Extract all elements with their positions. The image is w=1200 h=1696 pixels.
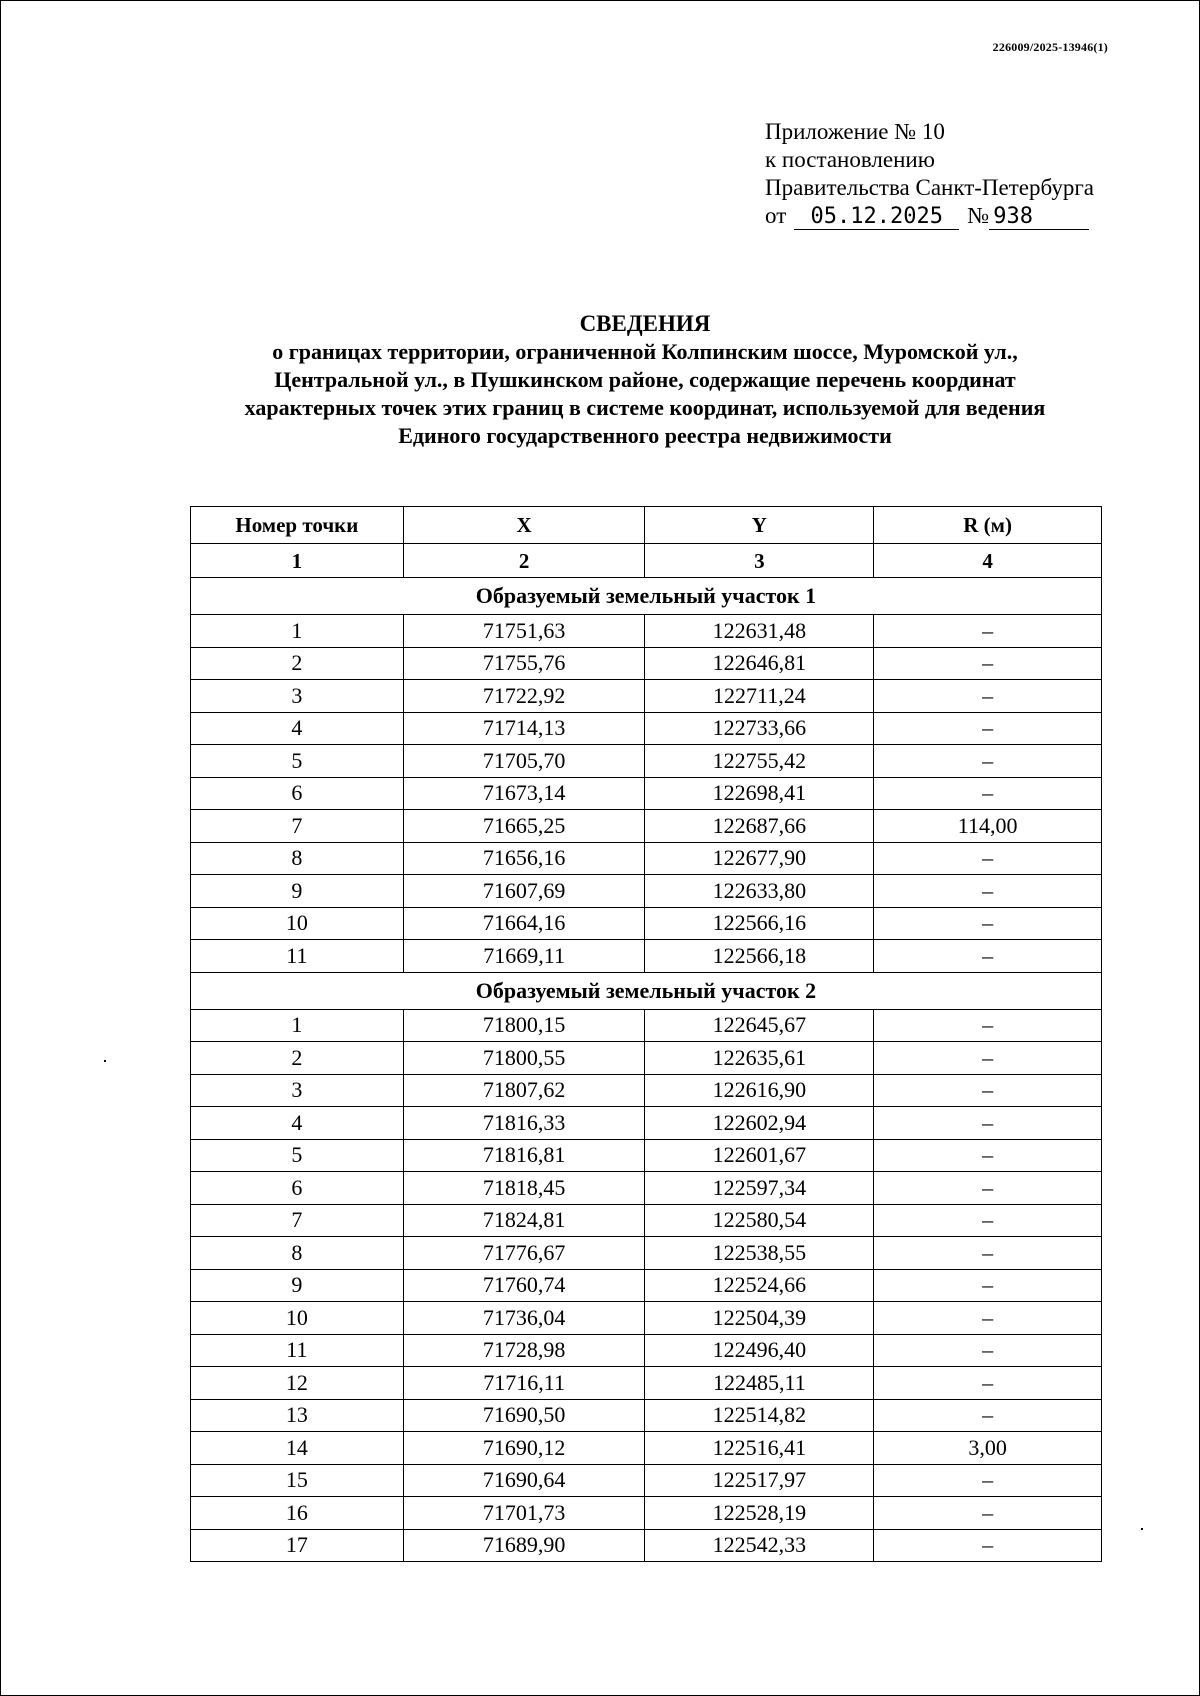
title-line-4: Единого государственного реестра недвижимости: [398, 423, 892, 448]
radius-cell: –: [874, 1139, 1102, 1172]
column-number: 3: [645, 544, 874, 578]
section-title-row: [191, 578, 1102, 615]
x-cell: 71824,81: [403, 1204, 645, 1237]
x-cell: 71705,70: [403, 745, 645, 778]
x-cell: 71751,63: [403, 615, 645, 648]
x-cell: 71816,33: [403, 1107, 645, 1140]
radius-cell: –: [874, 745, 1102, 778]
x-cell: 71673,14: [403, 777, 645, 810]
y-cell: 122514,82: [645, 1399, 874, 1432]
radius-cell: –: [874, 1107, 1102, 1140]
number-prefix: №: [967, 203, 990, 228]
radius-cell: –: [874, 940, 1102, 973]
table-row: [191, 1334, 1102, 1367]
x-cell: 71665,25: [403, 810, 645, 843]
table-row: [191, 1139, 1102, 1172]
document-title: [140, 310, 1150, 450]
appendix-date-line: [765, 202, 1094, 230]
point-number-cell: 13: [191, 1399, 404, 1432]
point-number-cell: 11: [191, 940, 404, 973]
header-x: X: [403, 507, 645, 544]
radius-cell: –: [874, 1269, 1102, 1302]
coordinates-table: [190, 506, 1102, 1562]
x-cell: 71690,64: [403, 1464, 645, 1497]
x-cell: 71760,74: [403, 1269, 645, 1302]
x-cell: 71714,13: [403, 712, 645, 745]
x-cell: 71690,12: [403, 1432, 645, 1465]
table-row: [191, 810, 1102, 843]
radius-cell: –: [874, 777, 1102, 810]
x-cell: 71722,92: [403, 680, 645, 713]
y-cell: 122645,67: [645, 1009, 874, 1042]
point-number-cell: 15: [191, 1464, 404, 1497]
y-cell: 122496,40: [645, 1334, 874, 1367]
y-cell: 122597,34: [645, 1172, 874, 1205]
radius-cell: –: [874, 1529, 1102, 1562]
date-prefix: от: [765, 203, 787, 228]
table-header-row: [191, 507, 1102, 544]
y-cell: 122631,48: [645, 615, 874, 648]
header-radius: R (м): [874, 507, 1102, 544]
table-row: [191, 1204, 1102, 1237]
x-cell: 71716,11: [403, 1367, 645, 1400]
x-cell: 71800,55: [403, 1042, 645, 1075]
title-line-3: характерных точек этих границ в системе координат, используемой для ведения: [244, 395, 1046, 420]
y-cell: 122602,94: [645, 1107, 874, 1140]
radius-cell: –: [874, 1399, 1102, 1432]
scan-speck: [104, 1060, 106, 1062]
y-cell: 122633,80: [645, 875, 874, 908]
y-cell: 122711,24: [645, 680, 874, 713]
column-number: 2: [403, 544, 645, 578]
y-cell: 122542,33: [645, 1529, 874, 1562]
column-number: 1: [191, 544, 404, 578]
point-number-cell: 7: [191, 1204, 404, 1237]
table-row: [191, 712, 1102, 745]
appendix-line-2: к постановлению: [765, 147, 935, 172]
x-cell: 71807,62: [403, 1074, 645, 1107]
table-row: [191, 1009, 1102, 1042]
table-row: [191, 1529, 1102, 1562]
point-number-cell: 3: [191, 1074, 404, 1107]
appendix-line-3: Правительства Санкт-Петербурга: [765, 175, 1094, 200]
point-number-cell: 5: [191, 745, 404, 778]
y-cell: 122504,39: [645, 1302, 874, 1335]
table-row: [191, 1269, 1102, 1302]
y-cell: 122580,54: [645, 1204, 874, 1237]
table-row: [191, 1172, 1102, 1205]
radius-cell: 114,00: [874, 810, 1102, 843]
radius-cell: –: [874, 842, 1102, 875]
y-cell: 122524,66: [645, 1269, 874, 1302]
x-cell: 71776,67: [403, 1237, 645, 1270]
point-number-cell: 11: [191, 1334, 404, 1367]
point-number-cell: 2: [191, 647, 404, 680]
table-row: [191, 647, 1102, 680]
point-number-cell: 3: [191, 680, 404, 713]
column-number-row: [191, 544, 1102, 578]
point-number-cell: 4: [191, 1107, 404, 1140]
point-number-cell: 9: [191, 875, 404, 908]
y-cell: 122616,90: [645, 1074, 874, 1107]
table-row: [191, 1497, 1102, 1530]
table-row: [191, 1302, 1102, 1335]
y-cell: 122733,66: [645, 712, 874, 745]
point-number-cell: 7: [191, 810, 404, 843]
radius-cell: –: [874, 1009, 1102, 1042]
table-row: [191, 1432, 1102, 1465]
x-cell: 71701,73: [403, 1497, 645, 1530]
radius-cell: –: [874, 1302, 1102, 1335]
x-cell: 71669,11: [403, 940, 645, 973]
radius-cell: –: [874, 1042, 1102, 1075]
x-cell: 71800,15: [403, 1009, 645, 1042]
radius-cell: –: [874, 1497, 1102, 1530]
radius-cell: –: [874, 680, 1102, 713]
point-number-cell: 6: [191, 777, 404, 810]
point-number-cell: 5: [191, 1139, 404, 1172]
radius-cell: –: [874, 647, 1102, 680]
table-row: [191, 777, 1102, 810]
y-cell: 122698,41: [645, 777, 874, 810]
radius-cell: –: [874, 1172, 1102, 1205]
column-number: 4: [874, 544, 1102, 578]
radius-cell: –: [874, 1334, 1102, 1367]
point-number-cell: 9: [191, 1269, 404, 1302]
point-number-cell: 14: [191, 1432, 404, 1465]
header-point-number: Номер точки: [191, 507, 404, 544]
table-row: [191, 680, 1102, 713]
x-cell: 71656,16: [403, 842, 645, 875]
section-title: Образуемый земельный участок 2: [191, 972, 1102, 1009]
table-row: [191, 1042, 1102, 1075]
title-line-2: Центральной ул., в Пушкинском районе, содержащие перечень координат: [274, 367, 1016, 392]
appendix-block: [765, 118, 1094, 230]
point-number-cell: 16: [191, 1497, 404, 1530]
document-number: 226009/2025-13946(1): [992, 40, 1108, 54]
x-cell: 71755,76: [403, 647, 645, 680]
y-cell: 122566,16: [645, 907, 874, 940]
radius-cell: –: [874, 1464, 1102, 1497]
radius-cell: –: [874, 615, 1102, 648]
radius-cell: –: [874, 1367, 1102, 1400]
point-number-cell: 10: [191, 907, 404, 940]
y-cell: 122538,55: [645, 1237, 874, 1270]
y-cell: 122755,42: [645, 745, 874, 778]
x-cell: 71689,90: [403, 1529, 645, 1562]
point-number-cell: 4: [191, 712, 404, 745]
table-row: [191, 1107, 1102, 1140]
y-cell: 122516,41: [645, 1432, 874, 1465]
table-row: [191, 1464, 1102, 1497]
y-cell: 122485,11: [645, 1367, 874, 1400]
table-row: [191, 1237, 1102, 1270]
y-cell: 122687,66: [645, 810, 874, 843]
table-row: [191, 940, 1102, 973]
radius-cell: –: [874, 907, 1102, 940]
decree-date: 05.12.2025: [794, 205, 959, 230]
point-number-cell: 8: [191, 842, 404, 875]
x-cell: 71818,45: [403, 1172, 645, 1205]
x-cell: 71816,81: [403, 1139, 645, 1172]
point-number-cell: 17: [191, 1529, 404, 1562]
title-line-1: о границах территории, ограниченной Колпинским шоссе, Муромской ул.,: [272, 339, 1018, 364]
x-cell: 71690,50: [403, 1399, 645, 1432]
section-title: Образуемый земельный участок 1: [191, 578, 1102, 615]
point-number-cell: 10: [191, 1302, 404, 1335]
point-number-cell: 8: [191, 1237, 404, 1270]
table-row: [191, 842, 1102, 875]
header-y: Y: [645, 507, 874, 544]
point-number-cell: 12: [191, 1367, 404, 1400]
appendix-line-1: Приложение № 10: [765, 119, 945, 144]
y-cell: 122635,61: [645, 1042, 874, 1075]
table-row: [191, 1399, 1102, 1432]
y-cell: 122646,81: [645, 647, 874, 680]
y-cell: 122528,19: [645, 1497, 874, 1530]
x-cell: 71736,04: [403, 1302, 645, 1335]
table-row: [191, 745, 1102, 778]
table-row: [191, 1074, 1102, 1107]
point-number-cell: 6: [191, 1172, 404, 1205]
table-row: [191, 907, 1102, 940]
title-heading: СВЕДЕНИЯ: [579, 311, 711, 336]
x-cell: 71664,16: [403, 907, 645, 940]
y-cell: 122601,67: [645, 1139, 874, 1172]
radius-cell: –: [874, 712, 1102, 745]
table-body: [191, 544, 1102, 1562]
decree-number: 938: [989, 205, 1089, 230]
radius-cell: –: [874, 1204, 1102, 1237]
y-cell: 122566,18: [645, 940, 874, 973]
radius-cell: 3,00: [874, 1432, 1102, 1465]
radius-cell: –: [874, 1237, 1102, 1270]
radius-cell: –: [874, 875, 1102, 908]
table-row: [191, 1367, 1102, 1400]
y-cell: 122677,90: [645, 842, 874, 875]
section-title-row: [191, 972, 1102, 1009]
x-cell: 71728,98: [403, 1334, 645, 1367]
x-cell: 71607,69: [403, 875, 645, 908]
y-cell: 122517,97: [645, 1464, 874, 1497]
table-row: [191, 615, 1102, 648]
radius-cell: –: [874, 1074, 1102, 1107]
scan-speck: [1141, 1528, 1143, 1530]
point-number-cell: 1: [191, 1009, 404, 1042]
point-number-cell: 1: [191, 615, 404, 648]
point-number-cell: 2: [191, 1042, 404, 1075]
table-row: [191, 875, 1102, 908]
